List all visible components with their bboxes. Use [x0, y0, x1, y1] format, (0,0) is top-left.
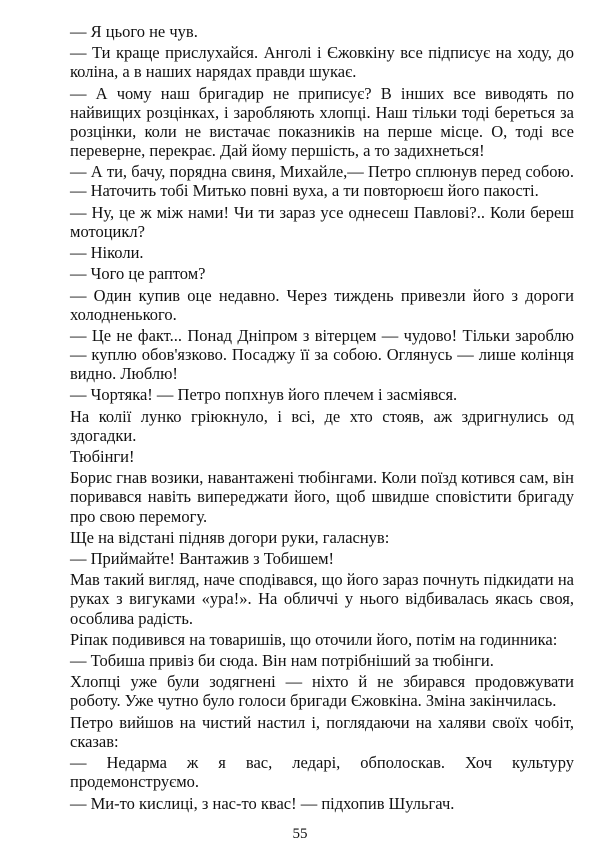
- paragraph: Ріпак подивився на товаришів, що оточили його, потім на годинника:: [70, 629, 558, 649]
- paragraph: — Ніколи.: [70, 242, 144, 262]
- paragraph: Петро вийшов на чистий настил і, поглядаючи на халяви своїх чобіт, сказав:: [70, 712, 574, 751]
- paragraph: Хлопці уже були зодягнені — ніхто й не збирався продовжувати роботу. Уже чутно було голоси бригади Єжовкіна. Зміна закінчилась.: [70, 672, 574, 711]
- paragraph: — Ти краще прислухайся. Анголі і Єжовкіну все підписує на ходу, до коліна, а в наших нарядах правди шукає.: [70, 43, 574, 82]
- paragraph: — Чого це раптом?: [70, 264, 206, 284]
- paragraph: — Один купив оце недавно. Через тиждень привезли його з дороги холодненького.: [70, 285, 574, 324]
- paragraph: — Я цього не чув.: [70, 22, 198, 41]
- paragraph: — А ти, бачу, порядна свиня, Михайле,— Петро сплюнув перед собою.— Наточить тобі Митько повні вуха, а ти повторюєш його пакості.: [70, 162, 574, 201]
- paragraph: Тюбінги!: [70, 447, 135, 467]
- paragraph: Мав такий вигляд, наче сподівався, що його зараз почнуть підкидати на руках з вигуками «ура!». На обличчі у нього відбивалась якась своя, особлива радість.: [70, 570, 574, 628]
- paragraph: — А чому наш бригадир не приписує? В інших все виводять по найвищих розцінках, і заробляють хлопці. Наш тільки тоді береться за розцінки, коли не вистачає показників на перше місце. О, тоді все переверне, перекрає. Дай йому першість, а то задихнеться!: [70, 83, 574, 160]
- page-number: 55: [292, 826, 308, 842]
- paragraph: — Недарма ж я вас, ледарі, обполоскав. Хоч культуру продемонструємо.: [70, 753, 574, 792]
- paragraph: — Це не факт... Понад Дніпром з вітерцем — чудово! Тільки зароблю — куплю обов'язково. Посаджу її за собою. Оглянусь — лише колінця видно. Люблю!: [70, 325, 574, 384]
- paragraph: — Тобиша привіз би сюда. Він нам потрібніший за тюбінги.: [70, 651, 494, 671]
- paragraph: Борис гнав возики, навантажені тюбінгами. Коли поїзд котився сам, він поривався навіть випереджати його, щоб швидше сповістити бригаду про свою перемогу.: [70, 468, 574, 526]
- page-text: [70, 22, 574, 815]
- paragraph: — Ну, це ж між нами! Чи ти зараз усе однесеш Павлові?.. Коли береш мотоцикл?: [70, 202, 574, 241]
- paragraph: — Ми-то кислиці, з нас-то квас! — підхопив Шульгач.: [70, 793, 455, 813]
- paragraph: — Приймайте! Вантажив з Тобишем!: [70, 549, 335, 569]
- paragraph: — Чортяка! — Петро попхнув його плечем і засміявся.: [70, 385, 458, 405]
- paragraph: Ще на відстані підняв догори руки, галаснув:: [70, 527, 390, 547]
- paragraph: На колії лунко гріюкнуло, і всі, де хто стояв, аж здригнулись од здогадки.: [70, 406, 574, 445]
